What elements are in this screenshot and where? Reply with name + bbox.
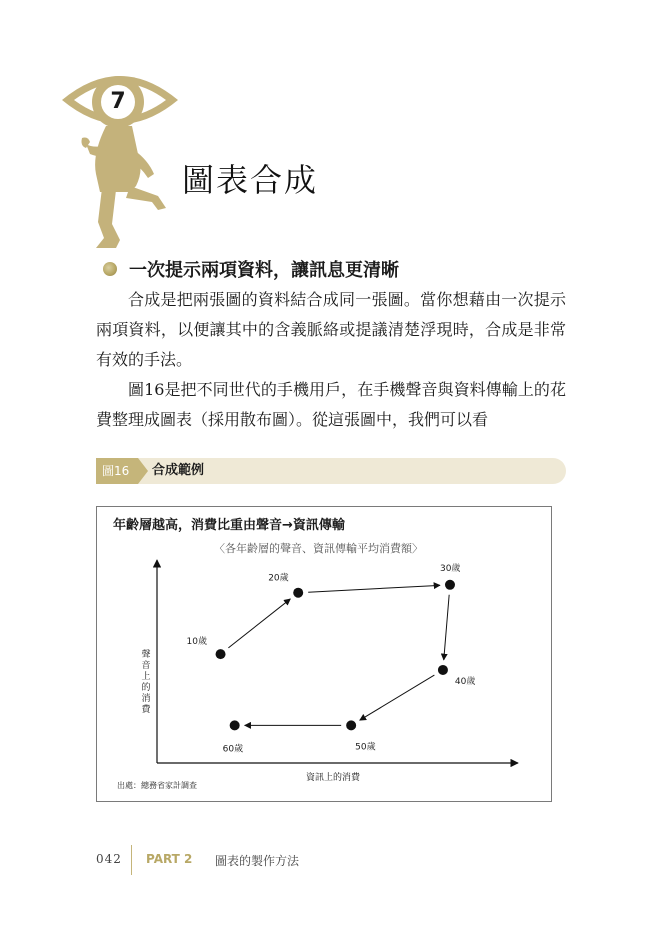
footer-part-title: 圖表的製作方法: [215, 854, 300, 868]
chart-subtitle: 〈各年齡層的聲音、資訊傳輸平均消費額〉: [214, 542, 423, 555]
chart-title: 年齡層越高，消費比重由聲音→資訊傳輸: [113, 518, 345, 533]
chart-point: [445, 580, 455, 590]
chapter-title: 圖表合成: [182, 161, 319, 199]
footer-divider: [131, 845, 132, 875]
chart-point-label: 20歲: [268, 573, 289, 584]
chart-point: [230, 720, 240, 730]
chart-arrow: [308, 585, 440, 592]
chart-x-axis-label: 資訊上的消費: [306, 773, 361, 783]
chart-y-axis-label: 聲音上的消費: [141, 650, 151, 715]
chart-point: [346, 720, 356, 730]
chart-arrow: [444, 595, 449, 660]
chart-point: [216, 649, 226, 659]
chart-arrow: [360, 675, 435, 720]
chart-point: [293, 588, 303, 598]
chart-point-label: 50歲: [355, 742, 376, 753]
section-heading: 一次提示兩項資料，讓訊息更清晰: [129, 260, 399, 281]
chart-point-label: 30歲: [439, 563, 461, 574]
chart-point-label: 10歲: [186, 637, 207, 648]
body-paragraph-2: 圖16是把不同世代的手機用戶，在手機聲音與資料傳輸上的花費整理成圖表（採用散布圖）。從這張圖中，我們可以看: [96, 380, 566, 429]
figure-tag: 圖16: [96, 458, 138, 484]
footer-part-label: PART 2: [146, 852, 193, 866]
figure-caption: 合成範例: [152, 463, 205, 478]
body-paragraph-1: 合成是把兩張圖的資料結合成同一張圖。當你想藉由一次提示兩項資料，以便讓其中的含義脈絡或提議清楚浮現時，合成是非常有效的手法。: [96, 290, 566, 369]
page-number: 042: [96, 852, 122, 866]
chapter-number: 7: [101, 85, 135, 119]
chart-point-label: 60歲: [222, 744, 244, 755]
chart-source: 出處：總務省家計調查: [117, 781, 197, 790]
chart-point: [438, 665, 448, 675]
chart-point-label: 40歲: [454, 676, 476, 687]
chart-arrow: [228, 599, 290, 648]
